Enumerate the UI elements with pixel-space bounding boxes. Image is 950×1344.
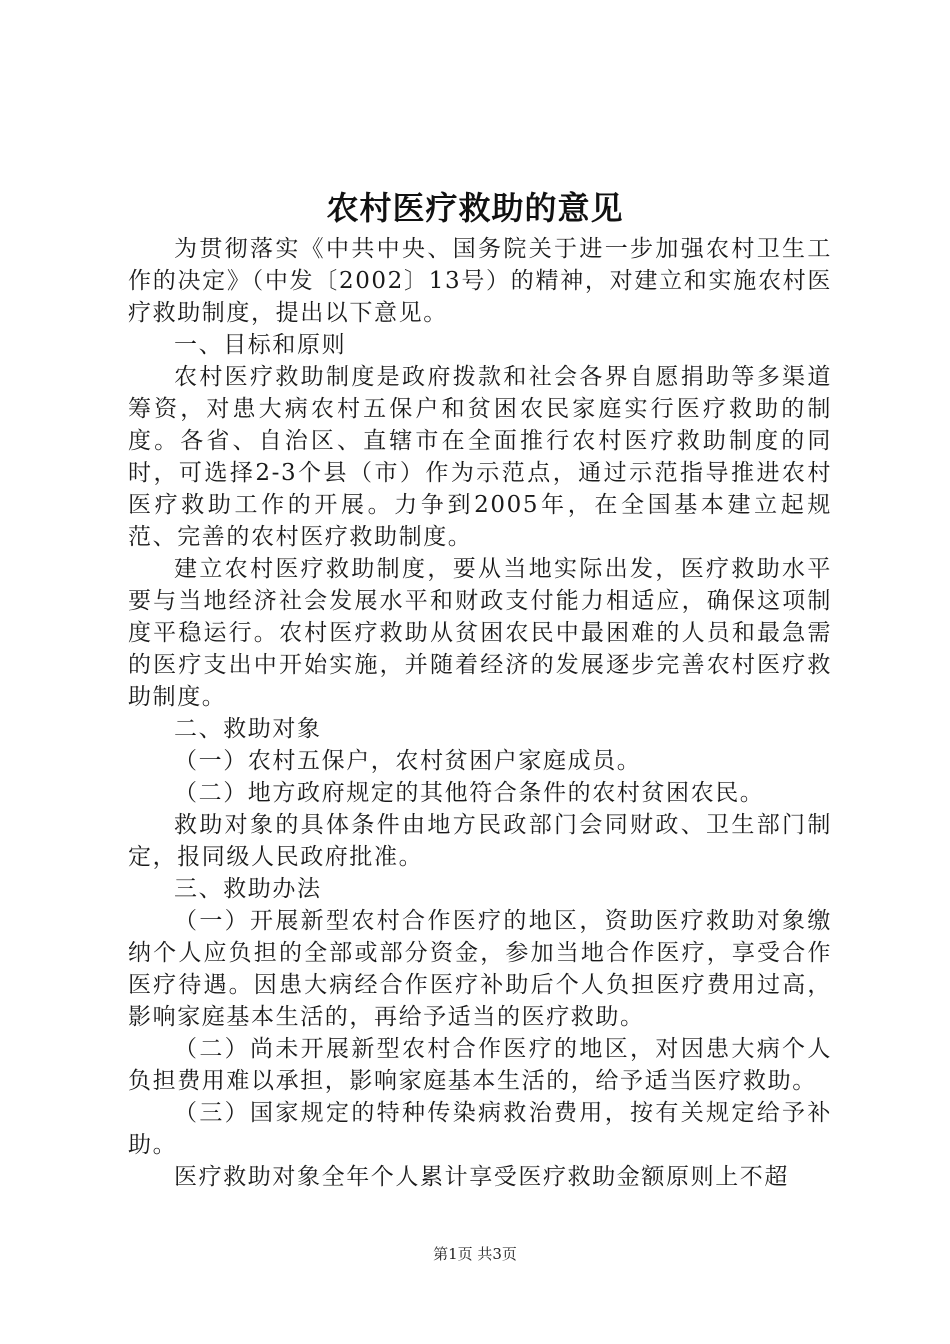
paragraph-methods-2: （二）尚未开展新型农村合作医疗的地区，对因患大病个人负担费用难以承担，影响家庭基本生活的，给予适当医疗救助。 [128,1036,832,1094]
paragraph-methods-1: （一）开展新型农村合作医疗的地区，资助医疗救助对象缴纳个人应负担的全部或部分资金，参加当地合作医疗，享受合作医疗待遇。因患大病经合作医疗补助后个人负担医疗费用过高，影响家庭基本生活的，再给予适当的医疗救助。 [128,908,832,1030]
paragraph-methods-4: 医疗救助对象全年个人累计享受医疗救助金额原则上不超 [174,1164,789,1190]
paragraph-methods-3: （三）国家规定的特种传染病救治费用，按有关规定给予补助。 [128,1100,832,1158]
section-heading-recipients: 二、救助对象 [174,716,322,742]
paragraph-recipients-1: （一）农村五保户，农村贫困户家庭成员。 [174,748,642,774]
paragraph-goals-2: 建立农村医疗救助制度，要从当地实际出发，医疗救助水平要与当地经济社会发展水平和财政支付能力相适应，确保这项制度平稳运行。农村医疗救助从贫困农民中最困难的人员和最急需的医疗支出中开始实施，并随着经济的发展逐步完善农村医疗救助制度。 [128,556,832,710]
paragraph-intro: 为贯彻落实《中共中央、国务院关于进一步加强农村卫生工作的决定》（中发〔2002〕13号）的精神，对建立和实施农村医疗救助制度，提出以下意见。 [128,236,832,326]
paragraph-goals-1: 农村医疗救助制度是政府拨款和社会各界自愿捐助等多渠道筹资，对患大病农村五保户和贫困农民家庭实行医疗救助的制度。各省、自治区、直辖市在全面推行农村医疗救助制度的同时，可选择2-3个县（市）作为示范点，通过示范指导推进农村医疗救助工作的开展。力争到2005年，在全国基本建立起规范、完善的农村医疗救助制度。 [128,364,832,550]
document-title: 农村医疗救助的意见 [326,189,624,227]
paragraph-recipients-3: 救助对象的具体条件由地方民政部门会同财政、卫生部门制定，报同级人民政府批准。 [128,812,832,870]
section-heading-goals: 一、目标和原则 [174,332,347,358]
section-heading-methods: 三、救助办法 [174,876,322,902]
page-footer: 第1页 共3页 [433,1245,517,1263]
paragraph-recipients-2: （二）地方政府规定的其他符合条件的农村贫困农民。 [174,780,765,806]
document-body [128,233,832,1193]
